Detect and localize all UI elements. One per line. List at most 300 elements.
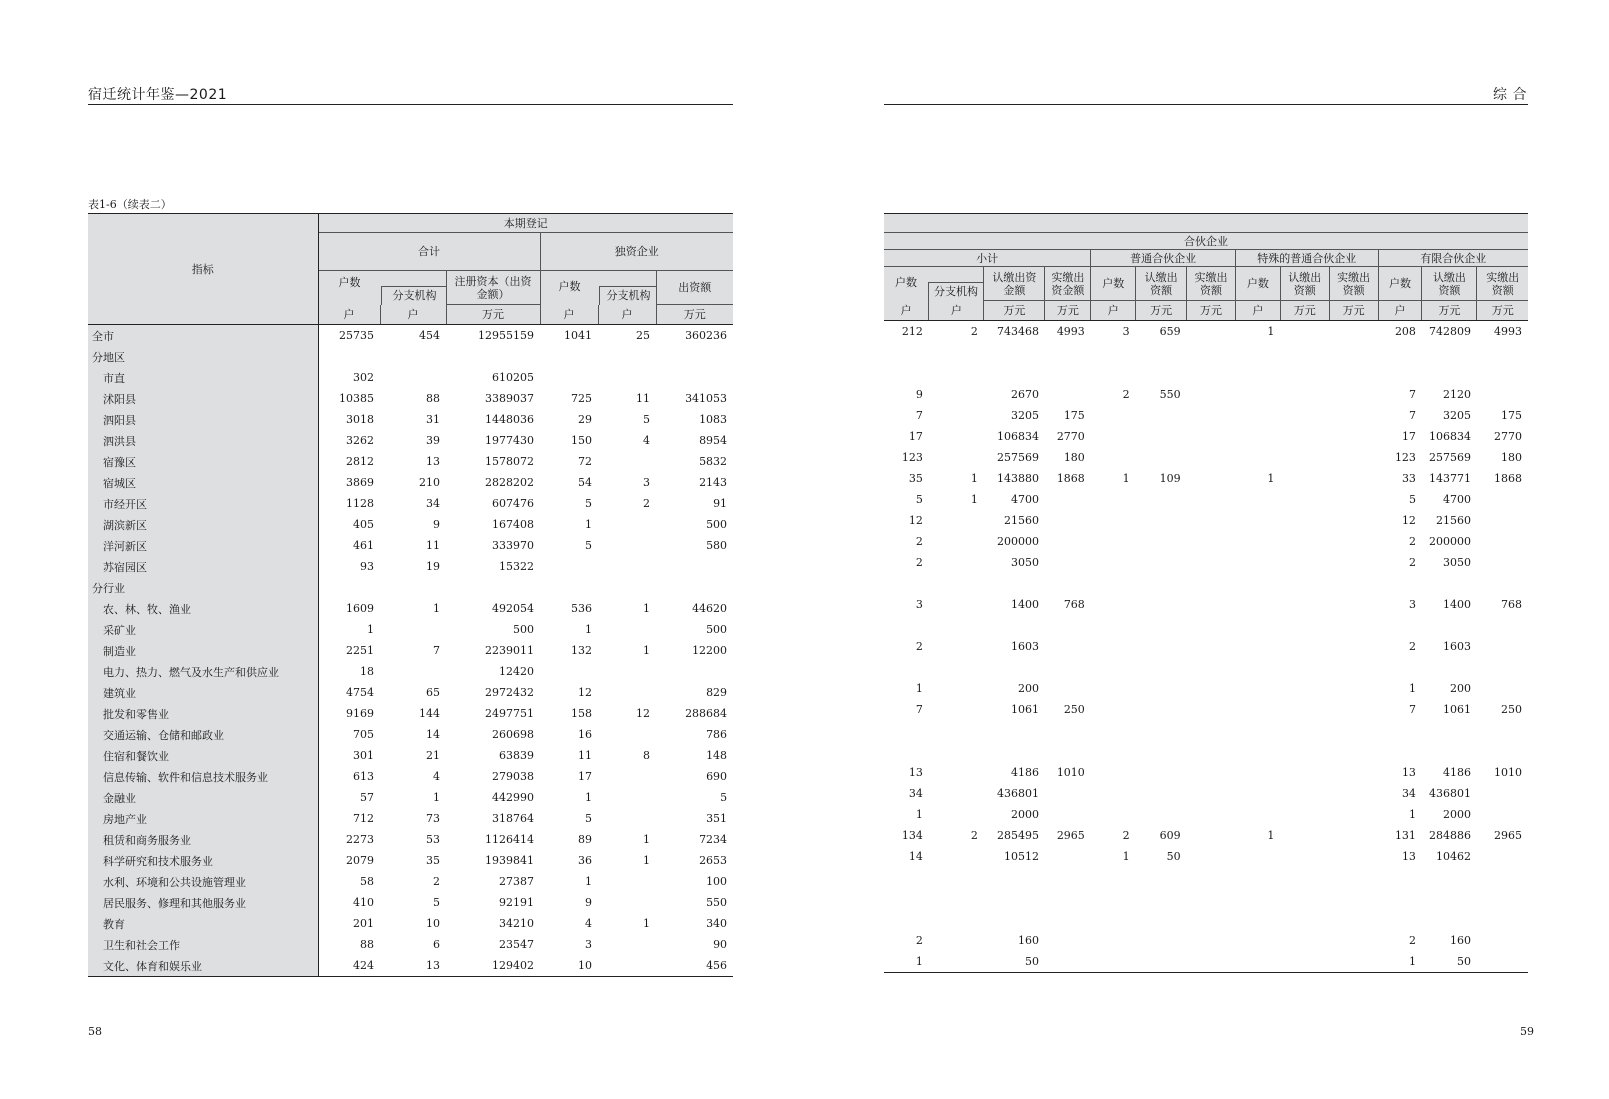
table-cell: 72: [578, 455, 592, 468]
table-cell: [1477, 489, 1528, 510]
table-cell: [1235, 867, 1280, 888]
row-label: 卫生和社会工作: [88, 934, 318, 955]
table-cell: [1280, 930, 1329, 951]
table-cell: [1187, 951, 1236, 973]
table-cell: [1422, 615, 1477, 636]
table-row: [884, 888, 1528, 909]
table-cell: 2: [915, 535, 923, 548]
table-cell: [1045, 720, 1091, 741]
table-cell: [1378, 573, 1422, 594]
table-row: [884, 363, 1528, 384]
running-head-right: 综 合: [1493, 87, 1527, 103]
table-cell: [1477, 552, 1528, 573]
row-label: 房地产业: [88, 808, 318, 829]
table-cell: [929, 384, 984, 405]
table-cell: 2670: [1010, 388, 1039, 401]
table-cell: [1329, 489, 1378, 510]
table-cell: [1187, 657, 1236, 678]
table-cell: [1091, 531, 1136, 552]
table-cell: [1329, 846, 1378, 867]
table-cell: 63839: [499, 749, 534, 762]
table-cell: 2239011: [485, 644, 534, 657]
table-cell: [1329, 405, 1378, 426]
table-cell: [1045, 615, 1091, 636]
table-cell: [1477, 804, 1528, 825]
table-cell: [1187, 888, 1236, 909]
table-cell: 500: [706, 518, 728, 531]
table-cell: 1: [1267, 325, 1275, 338]
table-cell: [1235, 510, 1280, 531]
table-cell: 3389037: [485, 392, 534, 405]
table-cell: 8: [643, 749, 650, 762]
row-label: 宿城区: [88, 472, 318, 493]
table-row: [88, 535, 733, 556]
header-subscribed: 认缴出资金额: [984, 267, 1045, 301]
header-subtotal: 小计: [884, 250, 1091, 267]
table-cell: 29: [578, 413, 592, 426]
table-cell: [1280, 615, 1329, 636]
table-row: [884, 489, 1528, 510]
table-cell: [884, 363, 929, 384]
table-cell: [1187, 825, 1236, 846]
table-cell: 3: [585, 938, 592, 951]
page-number-right: 59: [1520, 1025, 1534, 1038]
table-cell: [1280, 384, 1329, 405]
table-cell: [1091, 510, 1136, 531]
table-cell: 613: [353, 770, 374, 783]
table-cell: [929, 804, 984, 825]
table-cell: [1477, 909, 1528, 930]
table-cell: [1187, 573, 1236, 594]
table-cell: 318764: [492, 812, 534, 825]
table-cell: 1400: [1442, 598, 1471, 611]
unit-cell: 户: [1235, 301, 1280, 321]
table-cell: [1091, 447, 1136, 468]
table-cell: [598, 682, 656, 703]
row-label: 居民服务、修理和其他服务业: [88, 892, 318, 913]
header-general-partnership: 普通合伙企业: [1091, 250, 1236, 267]
table-cell: [1091, 363, 1136, 384]
table-cell: [984, 888, 1045, 909]
table-cell: 13: [426, 455, 440, 468]
table-cell: [1136, 405, 1187, 426]
table-cell: 302: [353, 371, 374, 384]
table-cell: [1187, 867, 1236, 888]
table-cell: 2: [1408, 934, 1416, 947]
row-label: 租赁和商务服务业: [88, 829, 318, 850]
table-cell: [884, 888, 929, 909]
table-cell: [929, 699, 984, 720]
table-cell: 2653: [699, 854, 728, 867]
table-cell: 1: [643, 854, 650, 867]
table-cell: [1477, 846, 1528, 867]
table-row: [88, 640, 733, 661]
table-cell: [1187, 342, 1236, 363]
table-cell: 13: [380, 955, 446, 977]
table-cell: [1280, 699, 1329, 720]
table-cell: [884, 741, 929, 762]
table-cell: [1235, 615, 1280, 636]
header-spe-subscribed: 认缴出资额: [1280, 267, 1329, 301]
table-cell: [1235, 804, 1280, 825]
table-cell: 73: [426, 812, 440, 825]
table-cell: [929, 636, 984, 657]
table-cell: 2: [915, 556, 923, 569]
table-cell: 100: [706, 875, 728, 888]
unit-cell: 万元: [1045, 301, 1091, 321]
table-cell: 160: [1449, 934, 1471, 947]
table-row: [88, 409, 733, 430]
table-cell: 14: [908, 850, 923, 863]
table-cell: 3050: [1010, 556, 1039, 569]
table-row: [88, 346, 733, 367]
table-cell: 39: [426, 434, 440, 447]
table-cell: [1329, 342, 1378, 363]
unit-cell: 户: [1091, 301, 1136, 321]
table-cell: [656, 577, 733, 598]
table-cell: 9169: [346, 707, 374, 720]
table-cell: [1280, 510, 1329, 531]
table-cell: 1: [643, 917, 650, 930]
table-cell: [1477, 510, 1528, 531]
table-cell: [1280, 636, 1329, 657]
table-cell: [1091, 720, 1136, 741]
table-cell: 90: [713, 938, 728, 951]
table-cell: [929, 951, 984, 973]
table-cell: 160: [1017, 934, 1039, 947]
table-cell: 260698: [492, 728, 534, 741]
table-row: [884, 720, 1528, 741]
table-cell: [1136, 867, 1187, 888]
table-row: [884, 405, 1528, 426]
table-cell: [1477, 783, 1528, 804]
table-cell: [1280, 447, 1329, 468]
table-cell: [1187, 678, 1236, 699]
table-cell: [1045, 930, 1091, 951]
table-cell: 2972432: [485, 686, 534, 699]
table-cell: 1: [1122, 472, 1130, 485]
table-cell: 1: [433, 602, 440, 615]
table-cell: 1: [884, 951, 929, 973]
table-cell: 4993: [1494, 325, 1522, 338]
table-cell: 1061: [1442, 703, 1471, 716]
table-cell: 25: [636, 329, 650, 342]
table-cell: 3: [915, 598, 923, 611]
table-cell: 34: [426, 497, 440, 510]
table-cell: 1: [585, 875, 592, 888]
table-row: [884, 510, 1528, 531]
table-cell: 2965: [1494, 829, 1522, 842]
table-cell: [1136, 573, 1187, 594]
table-cell: [929, 888, 984, 909]
table-cell: 10: [540, 955, 598, 977]
table-cell: 200000: [1428, 535, 1471, 548]
table-row: [88, 472, 733, 493]
table-cell: 16: [578, 728, 592, 741]
table-cell: [380, 367, 446, 388]
table-cell: [929, 573, 984, 594]
table-cell: [1477, 342, 1528, 363]
table-cell: [929, 720, 984, 741]
table-cell: [1187, 363, 1236, 384]
table-cell: 12200: [692, 644, 728, 657]
table-row: [884, 321, 1528, 343]
table-cell: [598, 535, 656, 556]
table-cell: 436801: [1428, 787, 1471, 800]
table-cell: 257569: [996, 451, 1039, 464]
table-cell: 2: [643, 497, 650, 510]
table-cell: 1: [915, 682, 923, 695]
table-cell: [1045, 531, 1091, 552]
table-cell: [1045, 510, 1091, 531]
table-cell: 2812: [346, 455, 374, 468]
table-cell: 34: [908, 787, 923, 800]
table-cell: 34: [1401, 787, 1416, 800]
table-cell: 5: [585, 812, 592, 825]
table-row: [884, 930, 1528, 951]
header-gen-paid: 实缴出资额: [1187, 267, 1236, 301]
unit-cell: 户: [540, 305, 598, 325]
table-cell: [1280, 720, 1329, 741]
table-cell: [1091, 615, 1136, 636]
table-cell: 743468: [996, 325, 1039, 338]
table-cell: [1091, 741, 1136, 762]
table-cell: 5832: [699, 455, 728, 468]
table-cell: 1868: [1056, 472, 1085, 485]
header-total: 合计: [318, 233, 540, 271]
table-cell: 167408: [492, 518, 534, 531]
table-cell: [1477, 867, 1528, 888]
table-cell: 3050: [1442, 556, 1471, 569]
table-cell: 13: [1401, 850, 1416, 863]
table-cell: 360236: [685, 329, 728, 342]
table-row: [884, 615, 1528, 636]
table-cell: [1235, 552, 1280, 573]
table-cell: 210: [419, 476, 440, 489]
table-cell: 1: [1267, 829, 1275, 842]
table-cell: [1280, 888, 1329, 909]
table-cell: [1329, 867, 1378, 888]
table-cell: 550: [706, 896, 728, 909]
table-cell: [1378, 657, 1422, 678]
table-cell: 7: [1408, 703, 1416, 716]
table-cell: 92191: [499, 896, 534, 909]
table-cell: [1329, 930, 1378, 951]
table-cell: [1329, 468, 1378, 489]
table-cell: [1136, 930, 1187, 951]
table-cell: 1: [585, 623, 592, 636]
table-row: [88, 367, 733, 388]
table-cell: 1010: [1056, 766, 1085, 779]
table-cell: 1: [1378, 951, 1422, 973]
table-cell: [1477, 888, 1528, 909]
table-cell: 143880: [996, 472, 1039, 485]
table-cell: [380, 346, 446, 367]
table-cell: [1187, 489, 1236, 510]
table-cell: 1: [1408, 808, 1416, 821]
table-cell: [929, 342, 984, 363]
running-head-left: 宿迁统计年鉴—2021: [88, 87, 228, 103]
table-cell: [1280, 321, 1329, 343]
table-cell: [318, 577, 380, 598]
unit-cell: 万元: [446, 305, 540, 325]
table-cell: [1187, 699, 1236, 720]
table-cell: 50: [984, 951, 1045, 973]
table-cell: [1091, 489, 1136, 510]
table-cell: 10: [426, 917, 440, 930]
table-cell: [929, 552, 984, 573]
table-cell: 2: [970, 829, 978, 842]
table-cell: 492054: [492, 602, 534, 615]
table-cell: [1329, 720, 1378, 741]
table-cell: [1235, 762, 1280, 783]
table-cell: [929, 909, 984, 930]
table-row: [88, 871, 733, 892]
header-sole-branches: 分支机构: [599, 286, 657, 305]
table-cell: 3262: [346, 434, 374, 447]
table-row: [88, 556, 733, 577]
row-label: 市经开区: [88, 493, 318, 514]
table-cell: [1136, 909, 1187, 930]
unit-cell: 万元: [656, 305, 733, 325]
table-cell: [656, 346, 733, 367]
unit-cell: 户: [598, 305, 656, 325]
header-r-households: 户数: [895, 276, 917, 289]
header-sole-proprietorship: 独资企业: [540, 233, 733, 271]
table-cell: 609: [1159, 829, 1181, 842]
table-cell: 7234: [699, 833, 728, 846]
row-label: 湖滨新区: [88, 514, 318, 535]
table-cell: 1448036: [485, 413, 534, 426]
table-cell: 610205: [492, 371, 534, 384]
table-cell: 436801: [996, 787, 1039, 800]
table-cell: 536: [571, 602, 592, 615]
table-cell: 12: [908, 514, 923, 527]
header-r-households-group: [884, 267, 984, 301]
table-row: [884, 552, 1528, 573]
table-cell: [1280, 468, 1329, 489]
table-cell: [1187, 384, 1236, 405]
table-cell: 1128: [346, 497, 374, 510]
table-cell: 2: [433, 875, 440, 888]
table-cell: 250: [1501, 703, 1522, 716]
table-cell: [1235, 909, 1280, 930]
table-cell: 21560: [1435, 514, 1471, 527]
table-cell: [1422, 888, 1477, 909]
table-cell: 91: [713, 497, 728, 510]
table-row: [884, 825, 1528, 846]
header-branches: 分支机构: [381, 286, 447, 305]
table-row: [88, 577, 733, 598]
table-cell: 50: [1166, 850, 1181, 863]
table-cell: 2: [970, 325, 978, 338]
table-cell: [1045, 657, 1091, 678]
table-cell: 1: [1122, 850, 1130, 863]
table-cell: 11: [578, 749, 592, 762]
table-cell: [1280, 489, 1329, 510]
table-cell: [1235, 363, 1280, 384]
table-cell: [1187, 594, 1236, 615]
table-cell: 4700: [1442, 493, 1471, 506]
table-cell: 2770: [1494, 430, 1522, 443]
table-cell: [884, 867, 929, 888]
table-cell: [540, 577, 598, 598]
table-cell: [1477, 741, 1528, 762]
table-cell: [1422, 573, 1477, 594]
table-cell: [1422, 867, 1477, 888]
table-cell: 1868: [1494, 472, 1522, 485]
table-cell: [598, 346, 656, 367]
table-cell: 12420: [499, 665, 534, 678]
header-lim-subscribed: 认缴出资额: [1422, 267, 1477, 301]
table-cell: 143771: [1428, 472, 1471, 485]
table-row: [884, 573, 1528, 594]
table-cell: [1329, 510, 1378, 531]
table-cell: 2120: [1442, 388, 1471, 401]
table-cell: 9: [585, 896, 592, 909]
table-cell: [598, 724, 656, 745]
table-cell: [1136, 741, 1187, 762]
table-cell: [598, 556, 656, 577]
table-cell: 175: [1501, 409, 1522, 422]
table-cell: [318, 346, 380, 367]
header-special-general-partnership: 特殊的普通合伙企业: [1235, 250, 1378, 267]
table-cell: 2828202: [485, 476, 534, 489]
table-cell: [540, 346, 598, 367]
table-cell: [1136, 489, 1187, 510]
table-cell: [540, 661, 598, 682]
table-cell: [1136, 699, 1187, 720]
table-cell: [1045, 342, 1091, 363]
table-cell: 13: [1401, 766, 1416, 779]
row-label: 农、林、牧、渔业: [88, 598, 318, 619]
table-cell: [598, 955, 656, 977]
table-cell: [984, 657, 1045, 678]
table-cell: [929, 594, 984, 615]
table-cell: [1329, 363, 1378, 384]
table-row: [88, 325, 733, 347]
table-cell: 7: [433, 644, 440, 657]
table-cell: [1045, 951, 1091, 973]
table-cell: [1329, 888, 1378, 909]
table-cell: [1045, 636, 1091, 657]
table-cell: 132: [571, 644, 592, 657]
table-row: [88, 829, 733, 850]
table-cell: 200000: [996, 535, 1039, 548]
table-cell: [1091, 699, 1136, 720]
table-cell: 2770: [1056, 430, 1085, 443]
table-cell: [1477, 615, 1528, 636]
table-cell: [1235, 384, 1280, 405]
table-cell: [929, 657, 984, 678]
table-cell: [1280, 363, 1329, 384]
table-cell: [1091, 783, 1136, 804]
table-cell: [1091, 804, 1136, 825]
table-cell: 1: [643, 602, 650, 615]
table-cell: 144: [419, 707, 440, 720]
table-cell: [1091, 762, 1136, 783]
table-cell: 4: [643, 434, 650, 447]
table-cell: [380, 661, 446, 682]
table-cell: [1045, 888, 1091, 909]
table-cell: 1578072: [485, 455, 534, 468]
row-label: 宿豫区: [88, 451, 318, 472]
unit-cell: 户: [929, 301, 984, 321]
table-cell: [1329, 678, 1378, 699]
table-row: [884, 909, 1528, 930]
table-cell: [1280, 741, 1329, 762]
table-row: [88, 955, 733, 977]
